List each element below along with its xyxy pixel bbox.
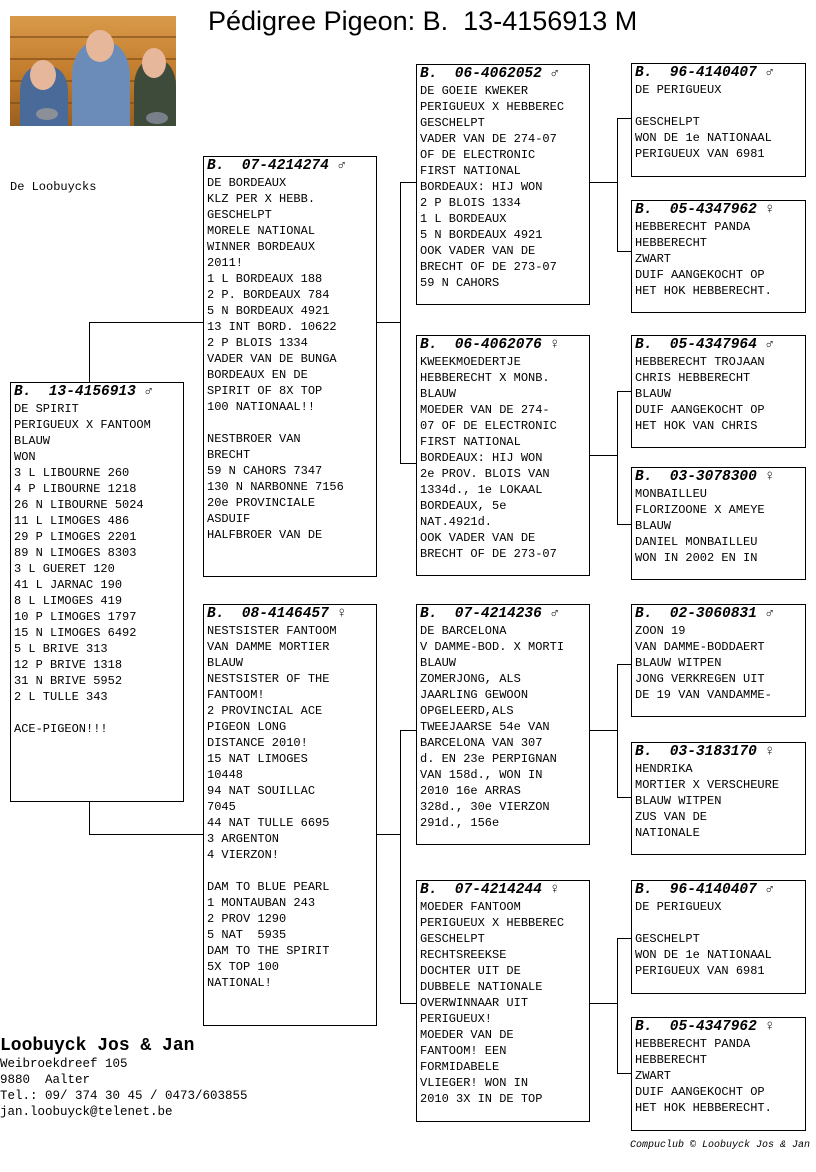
ring-number: B. 05-4347962 ♀ bbox=[635, 202, 775, 218]
connector-line bbox=[376, 834, 400, 835]
pigeon-card-main[interactable] bbox=[10, 382, 184, 802]
pigeon-details: KWEEKMOEDERTJE HEBBERECHT X MONB. BLAUW MOEDER VAN DE 274- 07 OF DE ELECTRONIC FIRST NATIONAL BORDEAUX: HIJ WON 2e PROV. BLOIS VAN 1334d., 1e LOKAAL BORDEAUX, 5e NAT.4921d. OOK VADER VAN DE BRECHT OF DE 273-07 bbox=[420, 355, 557, 561]
connector-line bbox=[89, 834, 203, 835]
ring-number: B. 08-4146457 ♀ bbox=[207, 606, 347, 622]
connector-line bbox=[617, 664, 631, 665]
ring-number: B. 06-4062076 ♀ bbox=[420, 337, 560, 353]
owners-photo bbox=[10, 16, 176, 126]
ring-number: B. 03-3183170 ♀ bbox=[635, 744, 775, 760]
connector-line bbox=[589, 730, 617, 731]
ring-number: B. 03-3078300 ♀ bbox=[635, 469, 775, 485]
pigeon-card-ds-dam[interactable] bbox=[631, 742, 806, 855]
connector-line bbox=[617, 938, 618, 1074]
connector-line bbox=[617, 938, 631, 939]
connector-line bbox=[589, 455, 617, 456]
pigeon-card-dam[interactable] bbox=[203, 604, 377, 1026]
ring-number: B. 96-4140407 ♂ bbox=[635, 65, 775, 81]
connector-line bbox=[617, 391, 618, 525]
owner-name: Loobuyck Jos & Jan bbox=[0, 1036, 195, 1056]
owner-email[interactable]: jan.loobuyck@telenet.be bbox=[0, 1105, 173, 1119]
connector-line bbox=[400, 182, 416, 183]
pigeon-details: ZOON 19 VAN DAMME-BODDAERT BLAUW WITPEN JONG VERKREGEN UIT DE 19 VAN VANDAMME- bbox=[635, 624, 772, 702]
footer-credit: Compuclub © Loobuyck Jos & Jan bbox=[629, 1140, 810, 1151]
pigeon-card-sire-dam[interactable] bbox=[416, 335, 590, 576]
ring-number: B. 07-4214236 ♂ bbox=[420, 606, 560, 622]
pigeon-details: HENDRIKA MORTIER X VERSCHEURE BLAUW WITPEN ZUS VAN DE NATIONALE bbox=[635, 762, 780, 840]
connector-line bbox=[617, 118, 618, 252]
connector-line bbox=[589, 1003, 617, 1004]
pigeon-details: NESTSISTER FANTOOM VAN DAMME MORTIER BLAUW NESTSISTER OF THE FANTOOM! 2 PROVINCIAL ACE PIGEON LONG DISTANCE 2010! 15 NAT LIMOGES 10448 94 NAT SOUILLAC 7045 44 NAT TULLE 6695 3 ARGENTON 4 VIERZON! DAM TO BLUE PEARL 1 MONTAUBAN 243 2 PROV 1290 5 NAT 5935 DAM TO THE SPIRIT 5X TOP 100 NATIONAL! bbox=[207, 624, 337, 990]
loft-name: De Loobuycks bbox=[10, 180, 97, 194]
owner-info bbox=[0, 1036, 248, 1120]
ring-number: B. 06-4062052 ♂ bbox=[420, 66, 560, 82]
connector-line bbox=[617, 391, 631, 392]
ring-number: B. 07-4214244 ♀ bbox=[420, 882, 560, 898]
connector-line bbox=[617, 524, 631, 525]
connector-line bbox=[89, 322, 203, 323]
connector-line bbox=[400, 730, 401, 1004]
pigeon-details: MONBAILLEU FLORIZOONE X AMEYE BLAUW DANIEL MONBAILLEU WON IN 2002 EN IN bbox=[635, 487, 765, 565]
connector-line bbox=[589, 182, 617, 183]
ring-number: B. 96-4140407 ♂ bbox=[635, 882, 775, 898]
pigeon-details: DE GOEIE KWEKER PERIGUEUX X HEBBEREC GESCHELPT VADER VAN DE 274-07 OF DE ELECTRONIC FIRST NATIONAL BORDEAUX: HIJ WON 2 P BLOIS 1334 1 L BORDEAUX 5 N BORDEAUX 4921 OOK VADER VAN DE BRECHT OF DE 273-07 59 N CAHORS bbox=[420, 84, 565, 290]
ring-number: B. 07-4214274 ♂ bbox=[207, 158, 347, 174]
pigeon-card-dam-sire[interactable] bbox=[416, 604, 590, 845]
ring-number: B. 05-4347962 ♀ bbox=[635, 1019, 775, 1035]
pigeon-card-sire[interactable] bbox=[203, 156, 377, 577]
connector-line bbox=[89, 322, 90, 382]
pigeon-details: DE BORDEAUX KLZ PER X HEBB. GESCHELPT MORELE NATIONAL WINNER BORDEAUX 2011! 1 L BORDEAUX 188 2 P. BORDEAUX 784 5 N BORDEAUX 4921 13 INT BORD. 10622 2 P BLOIS 1334 VADER VAN DE BUNGA BORDEAUX EN DE SPIRIT OF 8X TOP 100 NATIONAAL!! NESTBROER VAN BRECHT 59 N CAHORS 7347 130 N NARBONNE 7156 20e PROVINCIALE ASDUIF HALFBROER VAN DE bbox=[207, 176, 344, 542]
connector-line bbox=[617, 797, 631, 798]
ring-number: B. 05-4347964 ♂ bbox=[635, 337, 775, 353]
owner-phone: Tel.: 09/ 374 30 45 / 0473/603855 bbox=[0, 1089, 248, 1103]
pigeon-card-ds-sire[interactable] bbox=[631, 604, 806, 717]
pigeon-card-dd-dam[interactable] bbox=[631, 1017, 806, 1131]
connector-line bbox=[400, 182, 401, 464]
owner-city: 9880 Aalter bbox=[0, 1073, 91, 1087]
pigeon-details: MOEDER FANTOOM PERIGUEUX X HEBBEREC GESCHELPT RECHTSREEKSE DOCHTER UIT DE DUBBELE NATIONALE OVERWINNAAR UIT PERIGUEUX! MOEDER VAN DE FANTOOM! EEN FORMIDABELE VLIEGER! WON IN 2010 3X IN DE TOP bbox=[420, 900, 565, 1106]
pigeon-details: DE PERIGUEUX GESCHELPT WON DE 1e NATIONAAL PERIGUEUX VAN 6981 bbox=[635, 900, 772, 978]
pigeon-details: DE BARCELONA V DAMME-BOD. X MORTI BLAUW ZOMERJONG, ALS JAARLING GEWOON OPGELEERD,ALS TWEEJAARSE 54e VAN BARCELONA VAN 307 d. EN 23e PERPIGNAN VAN 158d., WON IN 2010 16e ARRAS 328d., 30e VIERZON 291d., 156e bbox=[420, 624, 565, 830]
pigeon-card-ss-sire[interactable] bbox=[631, 63, 806, 177]
pigeon-details: HEBBERECHT PANDA HEBBERECHT ZWART DUIF AANGEKOCHT OP HET HOK HEBBERECHT. bbox=[635, 1037, 772, 1115]
pigeon-card-dd-sire[interactable] bbox=[631, 880, 806, 994]
pigeon-card-sd-dam[interactable] bbox=[631, 467, 806, 580]
pigeon-details: HEBBERECHT TROJAAN CHRIS HEBBERECHT BLAUW DUIF AANGEKOCHT OP HET HOK VAN CHRIS bbox=[635, 355, 765, 433]
connector-line bbox=[400, 463, 416, 464]
connector-line bbox=[89, 802, 90, 834]
connector-line bbox=[617, 664, 618, 798]
page-title: Pédigree Pigeon: B. 13-4156913 M bbox=[208, 6, 638, 36]
pigeon-card-sire-sire[interactable] bbox=[416, 64, 590, 305]
connector-line bbox=[376, 322, 400, 323]
pigeon-details: DE PERIGUEUX GESCHELPT WON DE 1e NATIONAAL PERIGUEUX VAN 6981 bbox=[635, 83, 772, 161]
pigeon-details: DE SPIRIT PERIGUEUX X FANTOOM BLAUW WON 3 L LIBOURNE 260 4 P LIBOURNE 1218 26 N LIBOURNE 5024 11 L LIMOGES 486 29 P LIMOGES 2201 89 N LIMOGES 8303 3 L GUERET 120 41 L JARNAC 190 8 L LIMOGES 419 10 P LIMOGES 1797 15 N LIMOGES 6492 5 L BRIVE 313 12 P BRIVE 1318 31 N BRIVE 5952 2 L TULLE 343 ACE-PIGEON!!! bbox=[14, 402, 151, 736]
pigeon-card-sd-sire[interactable] bbox=[631, 335, 806, 448]
pigeon-details: HEBBERECHT PANDA HEBBERECHT ZWART DUIF AANGEKOCHT OP HET HOK HEBBERECHT. bbox=[635, 220, 772, 298]
connector-line bbox=[400, 730, 416, 731]
connector-line bbox=[400, 1003, 416, 1004]
connector-line bbox=[617, 1073, 631, 1074]
connector-line bbox=[617, 251, 631, 252]
connector-line bbox=[617, 118, 631, 119]
ring-number: B. 13-4156913 ♂ bbox=[14, 384, 154, 400]
owner-street: Weibroekdreef 105 bbox=[0, 1057, 128, 1071]
pigeon-card-ss-dam[interactable] bbox=[631, 200, 806, 313]
ring-number: B. 02-3060831 ♂ bbox=[635, 606, 775, 622]
pigeon-card-dam-dam[interactable] bbox=[416, 880, 590, 1122]
